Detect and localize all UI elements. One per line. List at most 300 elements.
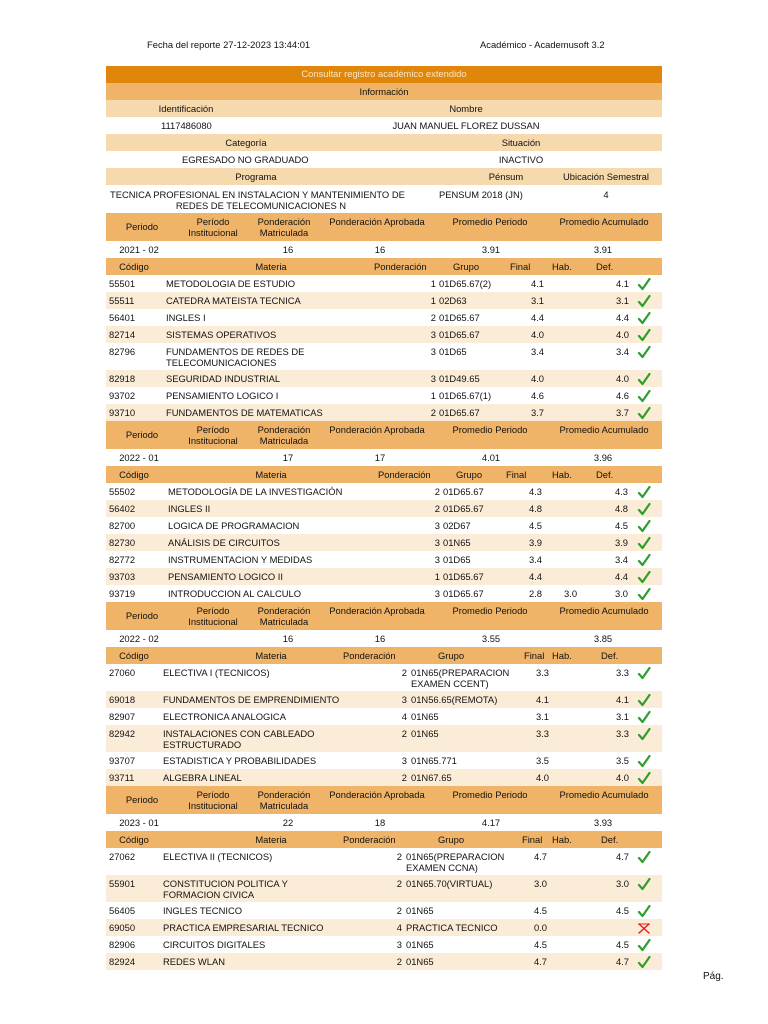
course-code: 56405 [109,905,136,916]
approved-check-icon [637,938,651,952]
course-group: 01N65 [411,728,439,739]
course-row [106,953,662,970]
course-group: 01D65.67 [439,407,480,418]
course-code: 82906 [109,939,136,950]
ponderacion-label: Ponderación [374,261,427,272]
approved-check-icon [637,570,651,584]
promedio-periodo-value: 4.01 [481,452,501,463]
course-def: 4.5 [614,520,628,531]
course-code: 27060 [109,667,136,678]
course-group: 01D65.67 [443,486,484,497]
course-code: 82942 [109,728,136,739]
period-header [106,213,662,241]
course-def: 3.1 [615,711,629,722]
course-name: PRACTICA EMPRESARIAL TECNICO [163,922,324,933]
course-weight: 2 [434,486,440,497]
course-def: 4.4 [614,571,628,582]
course-weight: 3 [396,939,402,950]
approved-check-icon [637,587,651,601]
grupo-label: Grupo [456,469,483,480]
course-row [106,752,662,769]
course-code: 56401 [109,312,136,323]
periodo-label: Periodo [125,794,159,805]
approved-check-icon [637,311,651,325]
course-row [106,309,662,326]
promedio-acumulado-label: Promedio Acumulado [559,789,649,800]
course-weight: 2 [401,667,407,678]
course-code: 82918 [109,373,136,384]
ponderacion-matriculada-value: 16 [282,244,294,255]
materia-label: Materia [255,834,287,845]
course-final: 4.7 [533,956,547,967]
course-name: INGLES TECNICO [163,905,243,916]
course-final: 4.0 [530,329,544,340]
course-final: 4.1 [530,278,544,289]
course-row [106,691,662,708]
course-code: 82924 [109,956,136,967]
failed-x-icon [637,921,651,935]
course-final: 2.8 [528,588,542,599]
approved-check-icon [637,502,651,516]
course-def: 4.6 [615,390,629,401]
course-name: INSTALACIONES CON CABLEADO ESTRUCTURADO [163,728,315,750]
materia-label: Materia [255,469,287,480]
course-def: 4.5 [615,905,629,916]
course-group: 01N67.65 [411,772,452,783]
course-code: 69018 [109,694,136,705]
course-name: CATEDRA MATEISTA TECNICA [166,295,301,306]
course-hab: 3.0 [564,588,578,599]
course-weight: 2 [396,851,402,862]
approved-check-icon [637,754,651,768]
ponderacion-aprobada-label: Ponderación Aprobada [329,424,425,435]
course-hab [564,664,584,667]
course-group: 01D65.67 [439,312,480,323]
approved-check-icon [637,877,651,891]
course-code: 55502 [109,486,136,497]
final-label: Final [524,650,545,661]
promedio-acumulado-value: 3.85 [593,633,613,644]
ponderacion-matriculada-label: Ponderación Matriculada [257,605,311,627]
course-code: 93711 [109,772,135,783]
ponderacion-matriculada-label: Ponderación Matriculada [257,789,311,811]
course-final: 4.4 [530,312,544,323]
course-row [106,404,662,421]
course-def: 4.7 [615,956,629,967]
programa-value-line1: TECNICA PROFESIONAL EN INSTALACION Y MANTENIMIENTO DE [110,189,405,200]
course-weight: 3 [434,520,440,531]
course-weight: 2 [430,312,436,323]
period-header [106,786,662,814]
course-def: 4.1 [615,694,629,705]
course-group: 01D65 [439,346,467,357]
course-name: PENSAMIENTO LOGICO I [166,390,279,401]
approved-check-icon [637,372,651,386]
course-group: 01D65.67 [443,571,484,582]
course-def: 3.5 [615,755,629,766]
course-code: 82700 [109,520,136,531]
course-weight: 1 [430,278,436,289]
approved-check-icon [637,277,651,291]
program-values [106,185,662,213]
approved-check-icon [637,710,651,724]
course-weight: 2 [401,772,407,783]
course-weight: 2 [434,503,440,514]
course-final: 3.0 [533,878,547,889]
course-weight: 1 [434,571,440,582]
courses-header [106,258,662,275]
course-weight: 4 [401,711,407,722]
codigo-label: Código [119,469,149,480]
course-code: 55501 [109,278,136,289]
course-code: 56402 [109,503,136,514]
hab-label: Hab. [552,469,572,480]
category-header [106,134,662,151]
course-name: METODOLOGIA DE ESTUDIO [166,278,296,289]
course-code: 82730 [109,537,136,548]
ponderacion-matriculada-value: 16 [282,633,294,644]
course-row [106,725,662,752]
course-name: METODOLOGÍA DE LA INVESTIGACIÓN [168,486,343,497]
approved-check-icon [637,485,651,499]
course-final: 4.7 [533,851,547,862]
identity-header [106,100,662,117]
final-label: Final [510,261,531,272]
course-def: 4.5 [615,939,629,950]
course-group: 01N56.65(REMOTA) [411,694,498,705]
course-row [106,551,662,568]
course-def: 3.1 [615,295,629,306]
approved-check-icon [637,328,651,342]
ponderacion-label: Ponderación [378,469,431,480]
materia-label: Materia [255,261,287,272]
course-def: 3.0 [614,588,628,599]
course-weight: 2 [396,905,402,916]
course-weight: 1 [430,295,436,306]
course-group: 01D65.67 [443,588,484,599]
approved-check-icon [637,850,651,864]
course-final: 3.3 [535,728,549,739]
course-weight: 1 [430,390,436,401]
course-name: INGLES II [168,503,211,514]
identificacion-value: 1117486080 [161,120,212,131]
course-group: 01D65.67(1) [439,390,492,401]
course-code: 82772 [109,554,136,565]
promedio-acumulado-value: 3.96 [593,452,613,463]
course-code: 27062 [109,851,136,862]
course-row [106,708,662,725]
period-summary [106,241,662,258]
course-row [106,919,662,936]
periods-container [106,213,662,970]
course-final: 0.0 [533,922,547,933]
course-final: 3.4 [530,346,544,357]
category-values [106,151,662,168]
course-name: SISTEMAS OPERATIVOS [166,329,277,340]
courses-header [106,831,662,848]
promedio-acumulado-label: Promedio Acumulado [559,605,649,616]
def-label: Def. [601,650,619,661]
course-weight: 3 [434,588,440,599]
identity-values [106,117,662,134]
periodo-label: Periodo [125,610,159,621]
approved-check-icon [637,771,651,785]
grupo-label: Grupo [438,834,465,845]
course-def: 3.9 [614,537,628,548]
course-code: 93707 [109,755,136,766]
course-row [106,483,662,500]
approved-check-icon [637,389,651,403]
ponderacion-aprobada-label: Ponderación Aprobada [329,216,425,227]
app-name: Académico - Academusoft 3.2 [480,39,605,50]
course-def: 3.0 [615,878,629,889]
periodo-label: Periodo [125,429,159,440]
approved-check-icon [637,345,651,359]
course-weight: 3 [430,346,436,357]
course-final: 3.1 [535,711,549,722]
course-code: 93719 [109,588,136,599]
approved-check-icon [637,693,651,707]
codigo-label: Código [119,261,149,272]
pensum-label: Pénsum [488,171,524,182]
promedio-acumulado-label: Promedio Acumulado [559,216,649,227]
ponderacion-aprobada-value: 16 [374,244,386,255]
course-group: 01N65(PREPARACION EXAMEN CCNA) [406,851,505,873]
course-def: 4.0 [615,373,629,384]
approved-check-icon [637,904,651,918]
promedio-acumulado-value: 3.93 [593,817,613,828]
course-weight: 3 [434,554,440,565]
course-name: ALGEBRA LINEAL [163,772,242,783]
period-value: 2022 - 02 [119,633,159,644]
course-row [106,343,662,370]
periodo-institucional-label: Período Institucional [188,424,238,446]
course-hab [552,343,572,346]
course-code: 55901 [109,878,136,889]
ponderacion-aprobada-label: Ponderación Aprobada [329,605,425,616]
approved-check-icon [637,406,651,420]
course-name: INSTRUMENTACION Y MEDIDAS [168,554,313,565]
ponderacion-matriculada-value: 17 [282,452,294,463]
course-def: 4.0 [615,329,629,340]
course-final: 3.9 [528,537,542,548]
course-row [106,534,662,551]
course-final: 4.1 [535,694,549,705]
course-name: CONSTITUCION POLITICA Y FORMACION CIVICA [163,878,288,900]
course-group: 01D65.67(2) [439,278,492,289]
course-def: 3.3 [615,667,629,678]
def-label: Def. [596,261,614,272]
ponderacion-aprobada-value: 16 [374,633,386,644]
codigo-label: Código [119,650,149,661]
course-code: 93710 [109,407,136,418]
ponderacion-label: Ponderación [343,834,396,845]
course-group: 01N65.771 [411,755,457,766]
promedio-periodo-label: Promedio Periodo [452,605,528,616]
course-row [106,585,662,602]
course-group: 01N65 [443,537,471,548]
period-summary [106,630,662,647]
ponderacion-label: Ponderación [343,650,396,661]
promedio-periodo-value: 3.55 [481,633,501,644]
programa-label: Programa [235,171,277,182]
approved-check-icon [637,294,651,308]
course-hab [564,875,584,878]
course-def: 4.8 [614,503,628,514]
hab-label: Hab. [552,261,572,272]
period-summary [106,814,662,831]
course-row [106,568,662,585]
course-weight: 2 [430,407,436,418]
course-final: 3.5 [535,755,549,766]
course-group: 01D49.65 [439,373,480,384]
identificacion-label: Identificación [158,103,214,114]
course-name: ELECTRONICA ANALOGICA [163,711,286,722]
course-weight: 2 [396,878,402,889]
course-weight: 3 [401,755,407,766]
programa-value-line2: REDES DE TELECOMUNICACIONES N [175,200,347,211]
nombre-value: JUAN MANUEL FLOREZ DUSSAN [392,120,540,131]
approved-check-icon [637,553,651,567]
course-name: FUNDAMENTOS DE REDES DE TELECOMUNICACIONES [166,346,305,368]
course-group: 01N65 [406,956,434,967]
periodo-institucional-label: Período Institucional [188,605,238,627]
course-row [106,875,662,902]
course-final: 4.5 [533,905,547,916]
course-final: 4.6 [530,390,544,401]
course-name: PENSAMIENTO LOGICO II [168,571,283,582]
course-row [106,664,662,691]
promedio-acumulado-value: 3.91 [593,244,613,255]
promedio-periodo-value: 3.91 [481,244,501,255]
report-date: Fecha del reporte 27-12-2023 13:44:01 [147,39,311,50]
ubicacion-label: Ubicación Semestral [563,171,649,182]
course-group: 01N65 [406,939,434,950]
ponderacion-aprobada-value: 17 [374,452,386,463]
periodo-label: Periodo [125,221,159,232]
course-code: 93702 [109,390,136,401]
course-def: 3.7 [615,407,629,418]
course-group: 01D65.67 [439,329,480,340]
course-hab [564,848,584,851]
categoria-value: EGRESADO NO GRADUADO [182,154,309,165]
course-row [106,848,662,875]
period-header [106,602,662,630]
approved-check-icon [637,666,651,680]
course-row [106,769,662,786]
approved-check-icon [637,727,651,741]
course-final: 3.7 [530,407,544,418]
course-group: 01N65(PREPARACION EXAMEN CCENT) [411,667,510,689]
course-group: 01N65 [411,711,439,722]
final-label: Final [522,834,543,845]
promedio-periodo-label: Promedio Periodo [452,424,528,435]
info-label: Información [359,86,409,97]
course-def: 4.0 [615,772,629,783]
course-group: 02D63 [439,295,467,306]
course-name: INTRODUCCION AL CALCULO [168,588,302,599]
course-row [106,936,662,953]
period-value: 2022 - 01 [119,452,159,463]
course-weight: 3 [430,373,436,384]
course-name: FUNDAMENTOS DE EMPRENDIMIENTO [163,694,340,705]
program-header [106,168,662,185]
course-code: 69050 [109,922,136,933]
course-def: 4.3 [614,486,628,497]
course-final: 4.8 [528,503,542,514]
course-group: 01N65.70(VIRTUAL) [406,878,493,889]
def-label: Def. [596,469,614,480]
course-group: PRACTICA TECNICO [406,922,498,933]
course-def: 3.4 [614,554,628,565]
course-weight: 2 [401,728,407,739]
course-name: SEGURIDAD INDUSTRIAL [166,373,281,384]
course-final: 4.0 [530,373,544,384]
course-final: 4.5 [533,939,547,950]
categoria-label: Categoría [225,137,267,148]
situacion-value: INACTIVO [498,154,544,165]
course-code: 55511 [109,295,135,306]
course-group: 01D65.67 [443,503,484,514]
period-value: 2023 - 01 [119,817,159,828]
course-weight: 3 [434,537,440,548]
course-final: 3.4 [528,554,542,565]
course-name: ELECTIVA II (TECNICOS) [163,851,273,862]
course-group: 01D65 [443,554,471,565]
course-def: 4.4 [615,312,629,323]
course-weight: 3 [401,694,407,705]
course-final: 4.3 [528,486,542,497]
course-name: LOGICA DE PROGRAMACION [168,520,300,531]
grupo-label: Grupo [438,650,465,661]
course-code: 82907 [109,711,136,722]
course-row [106,902,662,919]
info-section-header [106,83,662,100]
hab-label: Hab. [552,834,572,845]
ponderacion-matriculada-label: Ponderación Matriculada [257,424,311,446]
course-group: 02D67 [443,520,471,531]
def-label: Def. [601,834,619,845]
approved-check-icon [637,536,651,550]
approved-check-icon [637,955,651,969]
course-weight: 4 [396,922,402,933]
approved-check-icon [637,519,651,533]
periodo-institucional-label: Período Institucional [188,216,238,238]
course-def: 4.7 [615,851,629,862]
ponderacion-matriculada-label: Ponderación Matriculada [257,216,311,238]
course-name: INGLES I [166,312,206,323]
course-def: 3.4 [615,346,629,357]
course-row [106,500,662,517]
course-name: FUNDAMENTOS DE MATEMATICAS [166,407,323,418]
courses-header [106,466,662,483]
grupo-label: Grupo [453,261,480,272]
course-def: 4.1 [615,278,629,289]
course-def: 3.3 [615,728,629,739]
promedio-acumulado-label: Promedio Acumulado [559,424,649,435]
course-row [106,370,662,387]
course-row [106,517,662,534]
ponderacion-matriculada-value: 22 [282,817,294,828]
course-final: 4.5 [528,520,542,531]
course-final: 3.3 [535,667,549,678]
academic-record-report [106,66,662,970]
period-header [106,421,662,449]
materia-label: Materia [255,650,287,661]
course-row [106,326,662,343]
promedio-periodo-label: Promedio Periodo [452,216,528,227]
page-number-label: Pág. [703,971,724,982]
